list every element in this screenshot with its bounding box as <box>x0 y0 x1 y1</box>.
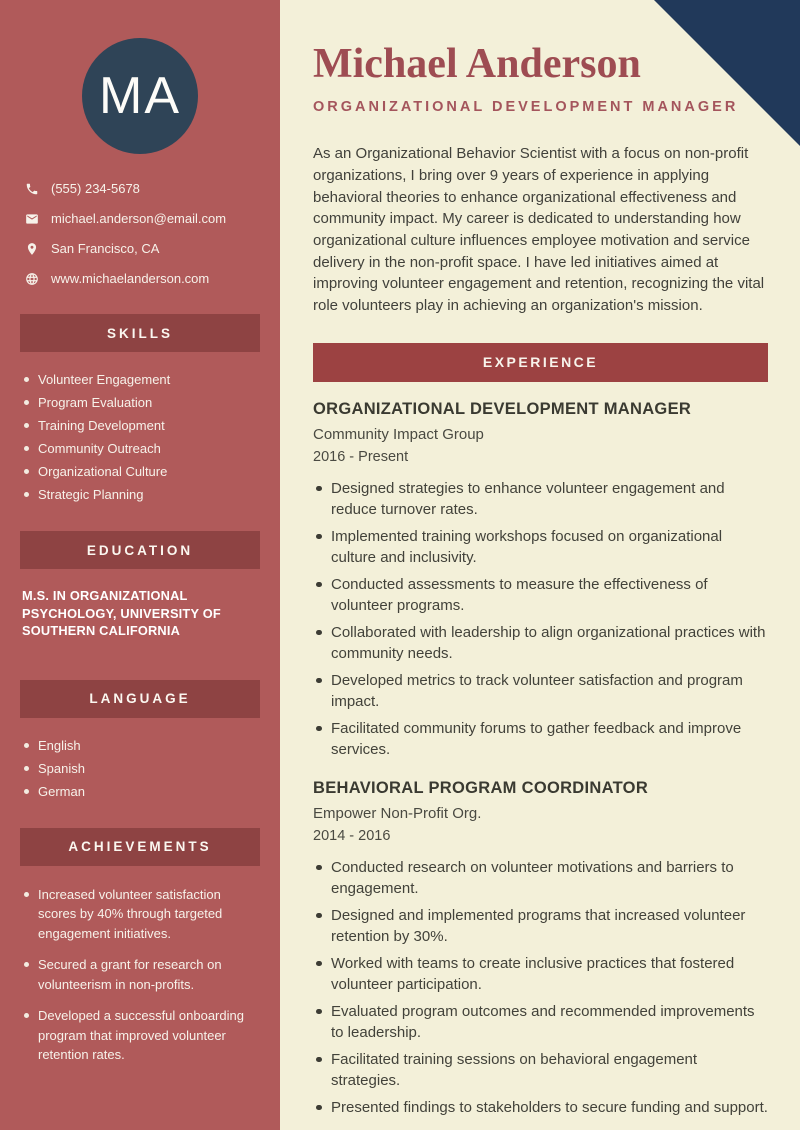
job-bullet: Conducted assessments to measure the effectiveness of volunteer programs. <box>313 574 768 617</box>
job-bullet: Worked with teams to create inclusive practices that fostered volunteer participation. <box>313 953 768 996</box>
skills-list <box>24 371 260 503</box>
contact-phone-text: (555) 234-5678 <box>51 181 140 196</box>
profile-summary: As an Organizational Behavior Scientist with a focus on non-profit organizations, I bring over 9 years of experience in applying behavioral theories to enhance organizational effectiveness and community impact. My career is dedicated to understanding how organizational culture influences employee motivation and service delivery in the non-profit space. I have led initiatives aimed at improving volunteer engagement and retention, recognizing the vital role volunteers play in achieving an organization's mission. <box>313 145 765 315</box>
contact-location <box>25 241 280 256</box>
globe-icon <box>25 272 39 286</box>
job-dates: 2014 - 2016 <box>313 827 391 844</box>
phone-icon <box>25 182 39 196</box>
job-bullet: Conducted research on volunteer motivations and barriers to engagement. <box>313 857 768 900</box>
skill-item: Volunteer Engagement <box>24 371 260 388</box>
job-entry-1 <box>313 400 768 761</box>
avatar <box>82 38 198 154</box>
job-bullet: Facilitated training sessions on behavioral engagement strategies. <box>313 1049 768 1092</box>
language-item: English <box>24 737 260 754</box>
language-section-heading <box>20 680 260 718</box>
job-title: BEHAVIORAL PROGRAM COORDINATOR <box>313 778 649 797</box>
experience-section-heading <box>313 343 768 382</box>
contact-list <box>25 181 280 286</box>
sidebar <box>0 0 280 1130</box>
job-bullet: Designed strategies to enhance volunteer engagement and reduce turnover rates. <box>313 478 768 521</box>
job-bullet: Developed metrics to track volunteer satisfaction and program impact. <box>313 670 768 713</box>
contact-email[interactable] <box>25 211 280 226</box>
achievement-item: Increased volunteer satisfaction scores by 40% through targeted engagement initiatives. <box>24 885 260 944</box>
job-bullet: Evaluated program outcomes and recommended improvements to leadership. <box>313 1001 768 1044</box>
person-job-title: ORGANIZATIONAL DEVELOPMENT MANAGER <box>313 99 739 116</box>
skills-heading-label: SKILLS <box>106 325 173 341</box>
language-heading-label: LANGUAGE <box>89 691 191 706</box>
language-list <box>24 737 260 800</box>
job-bullet: Designed and implemented programs that increased volunteer retention by 30%. <box>313 905 768 948</box>
job-bullet: Implemented training workshops focused on organizational culture and inclusivity. <box>313 526 768 569</box>
job-bullet-list <box>313 857 768 1119</box>
skills-section-heading <box>20 314 260 352</box>
language-item: German <box>24 783 260 800</box>
contact-website-text: www.michaelanderson.com <box>51 271 210 286</box>
education-degree: M.S. IN ORGANIZATIONAL PSYCHOLOGY, UNIVERSITY OF SOUTHERN CALIFORNIA <box>22 588 221 638</box>
experience-heading-label: EXPERIENCE <box>482 354 599 371</box>
job-company: Community Impact Group <box>313 425 484 443</box>
job-bullet-list <box>313 478 768 761</box>
contact-website[interactable] <box>25 271 280 286</box>
skill-item: Program Evaluation <box>24 394 260 411</box>
language-item: Spanish <box>24 760 260 777</box>
job-title: ORGANIZATIONAL DEVELOPMENT MANAGER <box>313 399 692 418</box>
job-entry-2 <box>313 779 768 1119</box>
contact-phone[interactable] <box>25 181 280 196</box>
job-bullet: Facilitated community forums to gather feedback and improve services. <box>313 718 768 761</box>
skill-item: Strategic Planning <box>24 486 260 503</box>
education-heading-label: EDUCATION <box>86 542 194 558</box>
job-bullet: Collaborated with leadership to align organizational practices with community needs. <box>313 622 768 665</box>
achievements-heading-label: ACHIEVEMENTS <box>68 839 212 854</box>
achievements-section-heading <box>20 828 260 866</box>
achievement-item: Secured a grant for research on volunteerism in non-profits. <box>24 955 260 994</box>
job-company: Empower Non-Profit Org. <box>313 804 482 822</box>
skill-item: Organizational Culture <box>24 463 260 480</box>
contact-location-text: San Francisco, CA <box>51 241 160 256</box>
achievements-list <box>24 885 260 1065</box>
achievement-item: Developed a successful onboarding program that improved volunteer retention rates. <box>24 1006 260 1065</box>
mail-icon <box>25 212 39 226</box>
skill-item: Training Development <box>24 417 260 434</box>
avatar-initials: MA <box>99 67 181 125</box>
job-bullet: Presented findings to stakeholders to secure funding and support. <box>313 1097 768 1119</box>
location-pin-icon <box>25 242 39 256</box>
job-dates: 2016 - Present <box>313 448 409 465</box>
person-name: Michael Anderson <box>313 41 641 87</box>
main-column <box>280 0 800 1130</box>
skill-item: Community Outreach <box>24 440 260 457</box>
education-section-heading <box>20 531 260 569</box>
contact-email-text: michael.anderson@email.com <box>51 211 227 226</box>
